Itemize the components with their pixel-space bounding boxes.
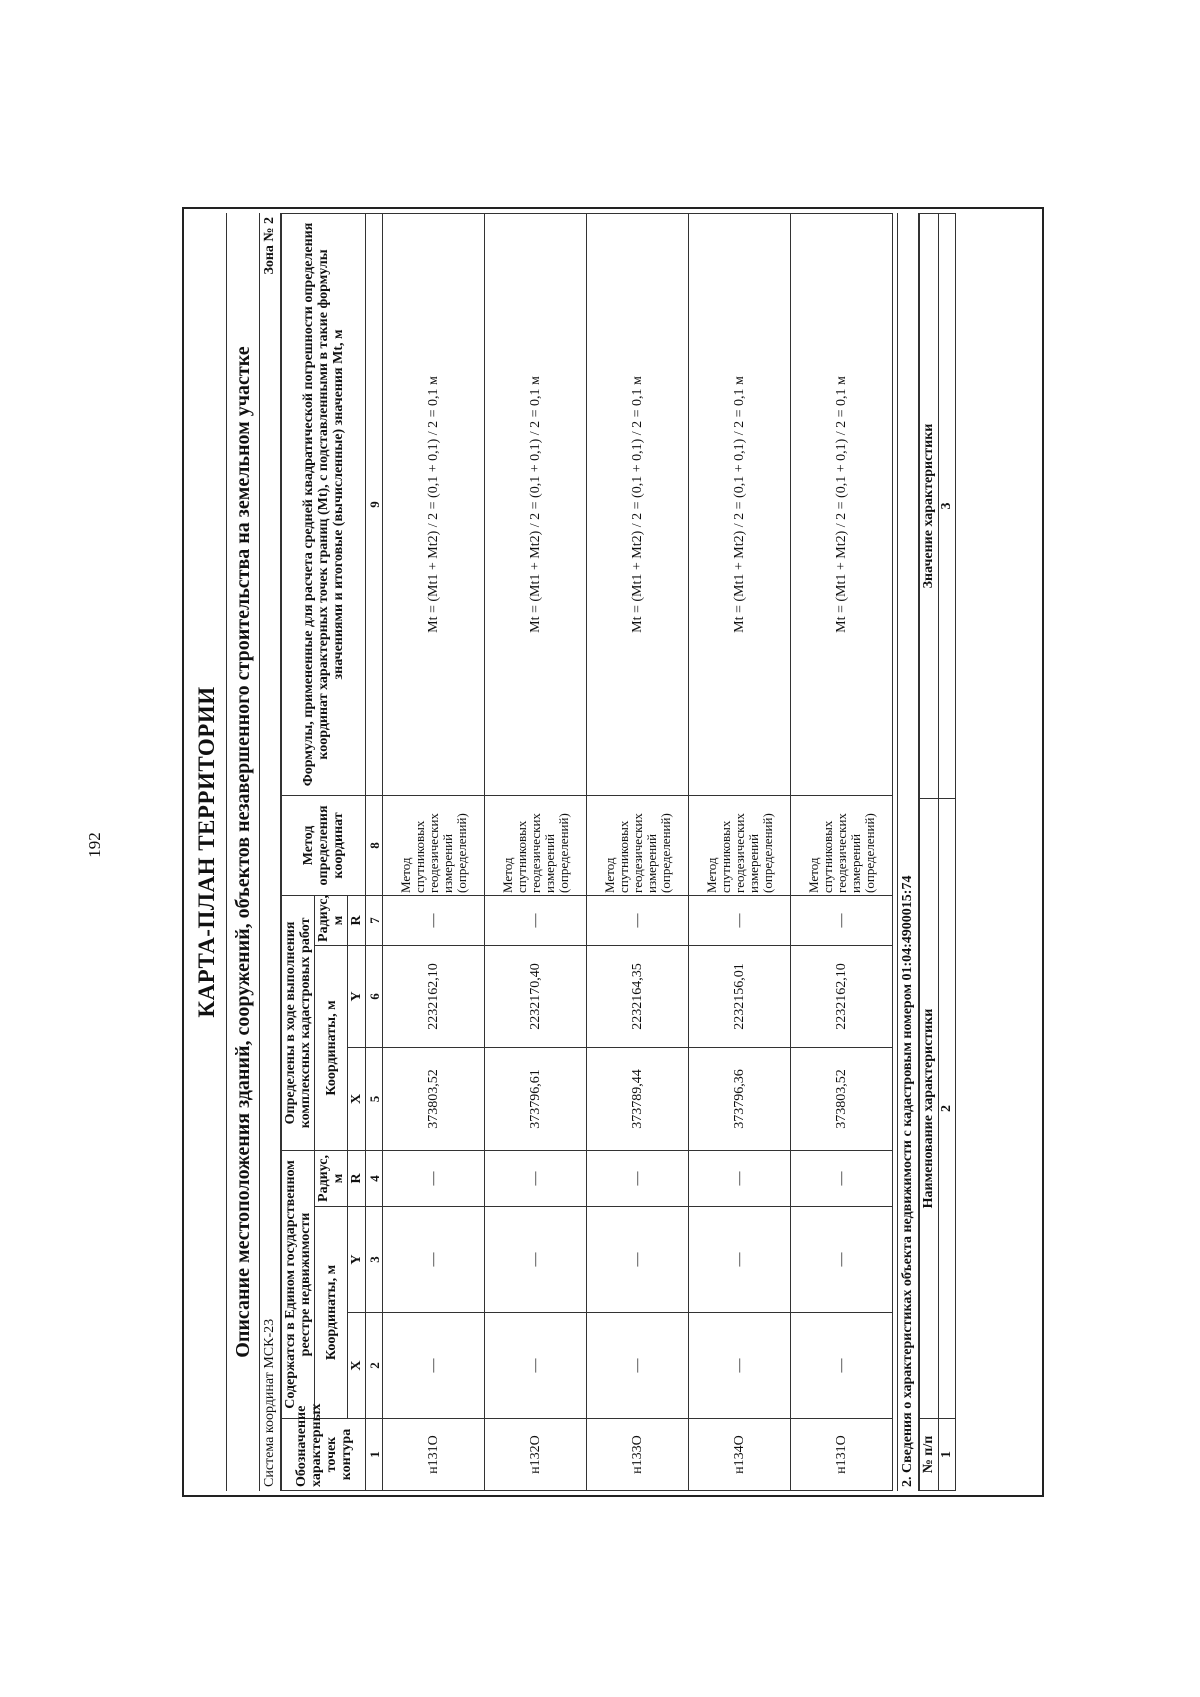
y-cell: 2232162,10 <box>383 945 485 1047</box>
header-formula: Формулы, примененные для расчета средней квадратической погрешности определения координат характерных точек границ (Mt), с подставленными в такие формулы значениями и итоговые (вычисленные) значения Mt, м <box>282 214 366 796</box>
column-number: 3 <box>939 214 956 799</box>
column-number: 7 <box>366 895 383 945</box>
header-egrn-radius: Радиус, м <box>315 1150 348 1206</box>
formula-cell: Mt = (Mt1 + Mt2) / 2 = (0,1 + 0,1) / 2 = 0,1 м <box>791 214 893 796</box>
point-cell: н133О <box>587 1419 689 1491</box>
header-row-1 <box>282 214 315 1491</box>
y-cell: 2232162,10 <box>791 945 893 1047</box>
coordinate-system-label: Система координат МСК-23 <box>262 1318 277 1487</box>
header-egrn-y: Y <box>348 1207 366 1313</box>
characteristics-header-row <box>920 214 939 1491</box>
x-cell: 373789,44 <box>587 1047 689 1150</box>
frame-inner <box>188 213 1038 1491</box>
egrn-y-cell: — <box>791 1207 893 1313</box>
point-cell: н131О <box>383 1419 485 1491</box>
table-row <box>689 214 791 1491</box>
header-char-name: Наименование характеристики <box>920 799 939 1419</box>
section-subtitle: Описание местоположения зданий, сооружений, объектов незавершенного строительства на земельном участке <box>227 213 260 1491</box>
egrn-x-cell: — <box>689 1313 791 1419</box>
egrn-x-cell: — <box>791 1313 893 1419</box>
zone-label: Зона № 2 <box>262 217 277 275</box>
x-cell: 373796,36 <box>689 1047 791 1150</box>
egrn-r-cell: — <box>791 1150 893 1206</box>
r-cell: — <box>791 895 893 945</box>
column-number: 2 <box>939 799 956 1419</box>
header-egrn-r: R <box>348 1150 366 1206</box>
r-cell: — <box>689 895 791 945</box>
egrn-r-cell: — <box>689 1150 791 1206</box>
method-cell: Метод спутниковых геодезических измерений (определений) <box>791 795 893 895</box>
header-kkr-coords: Координаты, м <box>315 945 348 1150</box>
header-char-value: Значение характеристики <box>920 214 939 799</box>
table-row <box>383 214 485 1491</box>
egrn-x-cell: — <box>485 1313 587 1419</box>
x-cell: 373803,52 <box>383 1047 485 1150</box>
column-number: 3 <box>366 1207 383 1313</box>
column-number: 2 <box>366 1313 383 1419</box>
column-number: 5 <box>366 1047 383 1150</box>
egrn-y-cell: — <box>587 1207 689 1313</box>
point-cell: н134О <box>689 1419 791 1491</box>
egrn-x-cell: — <box>587 1313 689 1419</box>
method-cell: Метод спутниковых геодезических измерений (определений) <box>587 795 689 895</box>
info-section-title: 2. Сведения о характеристиках объекта недвижимости с кадастровым номером 01:04:4900015:74 <box>897 213 919 1491</box>
header-kkr: Определены в ходе выполнения комплексных кадастровых работ <box>282 895 315 1150</box>
table-row <box>791 214 893 1491</box>
column-number: 8 <box>366 795 383 895</box>
header-kkr-r: R <box>348 895 366 945</box>
table-row <box>485 214 587 1491</box>
header-egrn-x: X <box>348 1313 366 1419</box>
coordinates-table <box>281 213 893 1491</box>
formula-cell: Mt = (Mt1 + Mt2) / 2 = (0,1 + 0,1) / 2 = 0,1 м <box>383 214 485 796</box>
column-number: 1 <box>366 1419 383 1491</box>
egrn-r-cell: — <box>587 1150 689 1206</box>
r-cell: — <box>485 895 587 945</box>
method-cell: Метод спутниковых геодезических измерений (определений) <box>689 795 791 895</box>
formula-cell: Mt = (Mt1 + Mt2) / 2 = (0,1 + 0,1) / 2 = 0,1 м <box>587 214 689 796</box>
egrn-r-cell: — <box>383 1150 485 1206</box>
header-egrn-coords: Координаты, м <box>315 1207 348 1419</box>
column-number: 6 <box>366 945 383 1047</box>
header-egrn: Содержатся в Едином государственном реестре недвижимости <box>282 1150 315 1418</box>
header-kkr-y: Y <box>348 945 366 1047</box>
column-number: 4 <box>366 1150 383 1206</box>
egrn-y-cell: — <box>383 1207 485 1313</box>
page-number: 192 <box>85 832 104 858</box>
y-cell: 2232170,40 <box>485 945 587 1047</box>
header-method: Метод определения координат <box>282 795 366 895</box>
method-cell: Метод спутниковых геодезических измерений (определений) <box>383 795 485 895</box>
header-num: № п/п <box>920 1419 939 1491</box>
x-cell: 373796,61 <box>485 1047 587 1150</box>
page-title: КАРТА-ПЛАН ТЕРРИТОРИИ <box>188 213 227 1491</box>
y-cell: 2232164,35 <box>587 945 689 1047</box>
y-cell: 2232156,01 <box>689 945 791 1047</box>
table-row <box>587 214 689 1491</box>
r-cell: — <box>587 895 689 945</box>
egrn-r-cell: — <box>485 1150 587 1206</box>
header-kkr-radius: Радиус, м <box>315 895 348 945</box>
header-kkr-x: X <box>348 1047 366 1150</box>
document-frame <box>182 207 1044 1497</box>
header-point: Обозначение характерных точек контура <box>282 1419 366 1491</box>
r-cell: — <box>383 895 485 945</box>
characteristics-number-row <box>939 214 956 1491</box>
column-number-row <box>366 214 383 1491</box>
formula-cell: Mt = (Mt1 + Mt2) / 2 = (0,1 + 0,1) / 2 = 0,1 м <box>689 214 791 796</box>
column-number: 1 <box>939 1419 956 1491</box>
coordinate-system-row <box>260 213 281 1491</box>
column-number: 9 <box>366 214 383 796</box>
point-cell: н132О <box>485 1419 587 1491</box>
formula-cell: Mt = (Mt1 + Mt2) / 2 = (0,1 + 0,1) / 2 = 0,1 м <box>485 214 587 796</box>
characteristics-table <box>919 213 956 1491</box>
egrn-y-cell: — <box>689 1207 791 1313</box>
x-cell: 373803,52 <box>791 1047 893 1150</box>
method-cell: Метод спутниковых геодезических измерений (определений) <box>485 795 587 895</box>
egrn-y-cell: — <box>485 1207 587 1313</box>
point-cell: н131О <box>791 1419 893 1491</box>
egrn-x-cell: — <box>383 1313 485 1419</box>
